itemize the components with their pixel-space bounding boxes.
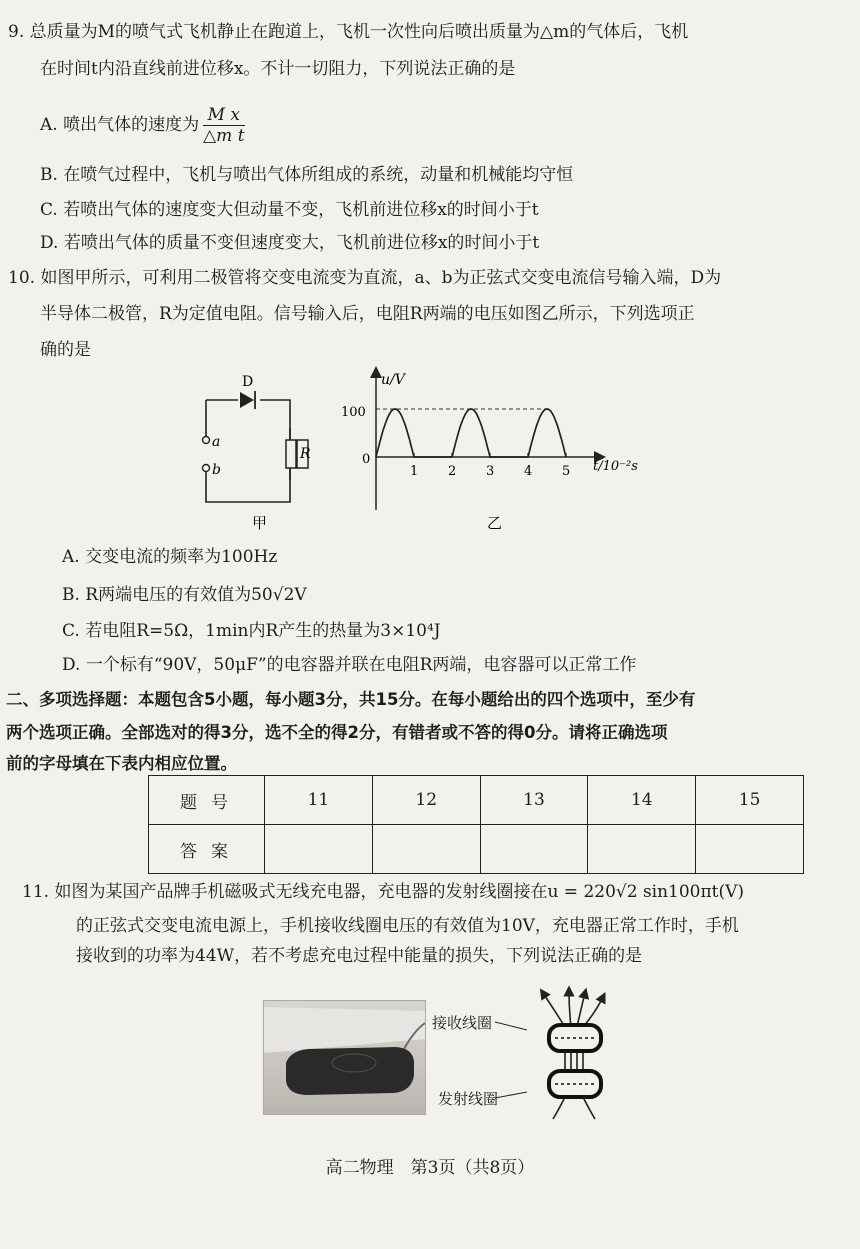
terminal-b-label: b — [212, 462, 221, 478]
answer-table — [148, 775, 804, 874]
leader-line-receive — [495, 1022, 527, 1030]
q9-option-c: C. 若喷出气体的速度变大但动量不变，飞机前进位移x的时间小于t — [40, 200, 539, 220]
y-tick-100: 100 — [341, 405, 366, 420]
terminal-b — [203, 465, 210, 472]
section2-line2: 两个选项正确。全部选对的得3分，选不全的得2分，有错者或不答的得0分。请将正确选项 — [6, 723, 668, 742]
answer-cell-11[interactable] — [265, 825, 373, 874]
q9-option-b: B. 在喷气过程中，飞机与喷出气体所组成的系统，动量和机械能均守恒 — [40, 165, 574, 185]
q10-stem-line2: 半导体二极管，R为定值电阻。信号输入后，电阻R两端的电压如图乙所示，下列选项正 — [40, 304, 695, 324]
x-tick-label: 1 — [410, 464, 419, 479]
q11-stem-line2: 的正弦式交变电流电源上，手机接收线圈电压的有效值为10V，充电器正常工作时，手机 — [76, 916, 739, 936]
q9-option-d: D. 若喷出气体的质量不变但速度变大，飞机前进位移x的时间小于t — [40, 233, 540, 253]
leader-line-transmit — [495, 1092, 527, 1098]
y-axis-label: u/V — [381, 372, 405, 388]
x-tick-label: 5 — [562, 464, 571, 479]
q10-option-d: D. 一个标有“90V，50μF”的电容器并联在电阻R两端，电容器可以正常工作 — [62, 655, 637, 675]
page-footer: 高二物理 第3页（共8页） — [325, 1158, 535, 1178]
q9-option-a — [40, 105, 245, 151]
q10-option-a: A. 交变电流的频率为100Hz — [62, 547, 278, 567]
field-line — [583, 997, 603, 1027]
x-tick-label: 4 — [524, 464, 533, 479]
terminal-a-label: a — [212, 434, 221, 450]
graph-caption: 乙 — [487, 514, 503, 532]
table-row — [149, 776, 804, 825]
q9-stem-line1: 9. 总质量为M的喷气式飞机静止在跑道上，飞机一次性向后喷出质量为△m的气体后，飞机 — [8, 22, 689, 42]
q11-stem-line1: 11. 如图为某国产品牌手机磁吸式无线充电器，充电器的发射线圈接在u = 220√2 sin100πt(V) — [22, 882, 745, 902]
y-tick-0: 0 — [362, 452, 371, 467]
fraction-denominator: △m t — [203, 126, 245, 146]
voltage-graph — [341, 368, 675, 538]
diode-label: D — [242, 374, 254, 390]
q10-option-c: C. 若电阻R=5Ω，1min内R产生的热量为3×10⁴J — [62, 621, 441, 641]
field-line — [569, 991, 571, 1027]
row-label-number: 题号 — [149, 776, 265, 825]
answer-cell-12[interactable] — [372, 825, 480, 874]
answer-cell-14[interactable] — [588, 825, 696, 874]
wireless-charger-photo — [263, 1000, 426, 1115]
q9-option-a-text: A. 喷出气体的速度为 — [40, 115, 200, 135]
coil-leader-lines — [495, 1020, 535, 1110]
terminal-a — [203, 437, 210, 444]
x-tick-label: 3 — [486, 464, 495, 479]
table-cell-number: 14 — [588, 776, 696, 825]
table-cell-number: 15 — [696, 776, 804, 825]
section2-line3: 前的字母填在下表内相应位置。 — [6, 754, 237, 773]
answer-cell-13[interactable] — [480, 825, 588, 874]
charger-illustration — [264, 1001, 425, 1114]
x-tick-label: 2 — [448, 464, 457, 479]
transmit-coil-label: 发射线圈 — [438, 1090, 499, 1108]
circuit-wire — [206, 400, 290, 502]
table-row — [149, 825, 804, 874]
resistor-label: R — [300, 446, 311, 462]
voltage-curve — [376, 409, 566, 457]
field-line — [577, 993, 585, 1027]
field-lines-bottom — [553, 1097, 595, 1119]
resistor-body — [286, 440, 296, 468]
photo-background — [264, 1007, 425, 1053]
x-axis-label: t/10⁻²s — [593, 459, 638, 474]
table-cell-number: 11 — [265, 776, 373, 825]
q9-option-a-fraction — [203, 105, 244, 146]
q10-option-b: B. R两端电压的有效值为50√2V — [62, 585, 307, 605]
section2-line1: 二、多项选择题：本题包含5小题，每小题3分，共15分。在每小题给出的四个选项中，至少有 — [6, 690, 696, 709]
table-cell-number: 12 — [372, 776, 480, 825]
coils-diagram — [525, 985, 625, 1125]
circuit-caption: 甲 — [252, 514, 268, 532]
fraction-numerator: M x — [203, 105, 244, 126]
table-cell-number: 13 — [480, 776, 588, 825]
answer-cell-15[interactable] — [696, 825, 804, 874]
field-lines-middle — [565, 1051, 583, 1071]
receive-coil-label: 接收线圈 — [432, 1014, 493, 1032]
q10-stem-line3: 确的是 — [40, 340, 91, 360]
q9-stem-line2: 在时间t内沿直线前进位移x。不计一切阻力，下列说法正确的是 — [40, 59, 516, 79]
field-line — [543, 993, 565, 1027]
row-label-answer: 答案 — [149, 825, 265, 874]
circuit-diagram — [190, 368, 330, 538]
q11-stem-line3: 接收到的功率为44W，若不考虑充电过程中能量的损失，下列说法正确的是 — [76, 946, 643, 966]
q10-stem-line1: 10. 如图甲所示，可利用二极管将交变电流变为直流，a、b为正弦式交变电流信号输入端，D为 — [8, 268, 722, 288]
